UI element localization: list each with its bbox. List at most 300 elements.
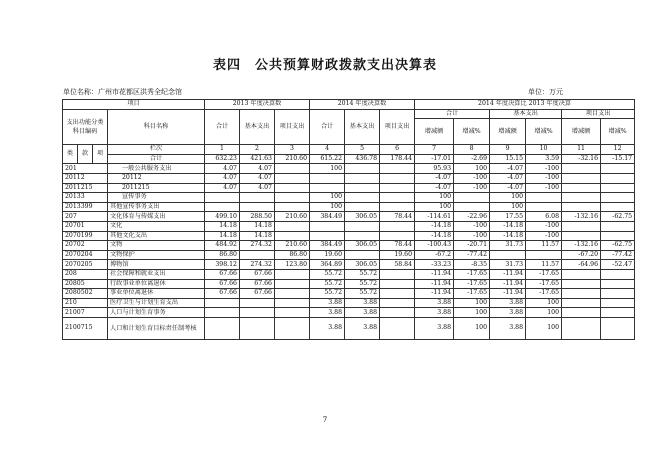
table-row	[63, 260, 635, 270]
table-row	[63, 183, 635, 193]
row-value-cell: -14.18	[490, 221, 526, 231]
row-value-cell: 55.72	[310, 279, 345, 289]
row-value-cell: -100	[454, 183, 490, 193]
row-value-cell: -17.65	[526, 279, 562, 289]
row-value-cell: 95.93	[415, 164, 454, 174]
table-row	[63, 231, 635, 241]
row-value-cell	[310, 231, 345, 241]
header-item: 项目	[63, 100, 205, 110]
row-value-cell: -22.96	[454, 212, 490, 222]
row-value-cell: -4.07	[415, 183, 454, 193]
header-subject-name: 科目名称	[108, 109, 205, 145]
row-value-cell: -100	[454, 231, 490, 241]
row-value-cell	[380, 308, 415, 318]
row-value-cell: 55.72	[310, 269, 345, 279]
row-value-cell: 14.18	[240, 231, 275, 241]
row-value-cell	[562, 183, 601, 193]
col-num: 6	[380, 145, 415, 155]
row-value-cell: 100	[526, 298, 562, 308]
table-row	[63, 317, 635, 339]
row-value-cell: -11.94	[490, 269, 526, 279]
row-value-cell: -77.42	[601, 250, 635, 260]
row-value-cell	[345, 164, 380, 174]
row-value-cell: 86.80	[275, 250, 310, 260]
row-value-cell: 398.12	[205, 260, 240, 270]
row-value-cell: -11.94	[490, 289, 526, 299]
row-code: 20702	[63, 241, 108, 251]
header-2013-project: 项目支出	[275, 109, 310, 145]
row-value-cell: -100.43	[415, 241, 454, 251]
row-value-cell: -4.07	[490, 164, 526, 174]
row-subject-name: 文物	[108, 241, 205, 251]
row-value-cell	[205, 317, 240, 339]
row-value-cell	[240, 317, 275, 339]
row-value-cell	[345, 173, 380, 183]
total-label: 合计	[108, 154, 205, 164]
row-value-cell	[601, 221, 635, 231]
col-num: 11	[562, 145, 601, 155]
row-value-cell: 67.66	[205, 289, 240, 299]
row-value-cell	[562, 279, 601, 289]
row-value-cell	[310, 221, 345, 231]
row-value-cell	[275, 308, 310, 318]
row-value-cell	[380, 298, 415, 308]
row-value-cell: -62.75	[601, 212, 635, 222]
row-value-cell	[345, 221, 380, 231]
row-value-cell: 3.88	[490, 317, 526, 339]
row-value-cell	[345, 250, 380, 260]
col-num: 12	[601, 145, 635, 155]
table-row	[63, 202, 635, 212]
row-subject-name: 一般公共服务支出	[108, 164, 205, 174]
currency-unit: 单位：万元	[528, 88, 563, 96]
row-subject-name: 其他宣传事务支出	[108, 202, 205, 212]
table-row	[63, 308, 635, 318]
row-value-cell: 4.07	[205, 173, 240, 183]
row-value-cell: -4.07	[415, 173, 454, 183]
row-value-cell: 306.05	[345, 260, 380, 270]
row-value-cell	[601, 279, 635, 289]
row-value-cell: 78.44	[380, 212, 415, 222]
row-value-cell	[601, 308, 635, 318]
row-value-cell: 78.44	[380, 241, 415, 251]
row-value-cell: -4.07	[490, 183, 526, 193]
total-cell: 421.63	[240, 154, 275, 164]
row-value-cell: 67.66	[240, 279, 275, 289]
col-num: 2	[240, 145, 275, 155]
row-value-cell	[240, 193, 275, 203]
header-inc-pct: 增减%	[601, 119, 635, 145]
row-value-cell: -100	[526, 183, 562, 193]
row-value-cell	[380, 317, 415, 339]
row-value-cell	[380, 183, 415, 193]
header-inc-amount: 增减额	[490, 119, 526, 145]
row-value-cell: -11.94	[490, 279, 526, 289]
row-value-cell: -11.94	[415, 289, 454, 299]
total-row	[63, 154, 635, 164]
row-value-cell	[562, 221, 601, 231]
row-value-cell: 31.73	[490, 260, 526, 270]
row-value-cell	[345, 202, 380, 212]
row-code: 210	[63, 298, 108, 308]
row-value-cell: 364.89	[310, 260, 345, 270]
row-value-cell: 274.32	[240, 260, 275, 270]
row-value-cell: -100	[526, 221, 562, 231]
row-value-cell	[601, 183, 635, 193]
total-cell: 436.78	[345, 154, 380, 164]
row-code: 2080502	[63, 289, 108, 299]
row-value-cell: 100	[490, 193, 526, 203]
table-row	[63, 212, 635, 222]
row-value-cell: 14.18	[240, 221, 275, 231]
row-value-cell	[601, 289, 635, 299]
row-subject-name: 社会保障和就业支出	[108, 269, 205, 279]
row-value-cell	[275, 193, 310, 203]
row-value-cell: 100	[526, 317, 562, 339]
header-compare: 2014 年度决算比 2013 年度决算	[415, 100, 635, 110]
table-row	[63, 221, 635, 231]
header-inc-amount: 增减额	[415, 119, 454, 145]
row-value-cell: 4.07	[205, 183, 240, 193]
row-value-cell	[275, 269, 310, 279]
row-subject-name: 文物保护	[108, 250, 205, 260]
total-cell: 178.44	[380, 154, 415, 164]
row-value-cell: -17.65	[526, 289, 562, 299]
row-value-cell	[562, 193, 601, 203]
row-value-cell: -17.65	[454, 269, 490, 279]
header-compare-project: 项目支出	[562, 109, 635, 119]
header-row-2	[63, 109, 635, 119]
row-code: 207	[63, 212, 108, 222]
row-value-cell	[562, 317, 601, 339]
row-value-cell	[275, 231, 310, 241]
row-value-cell: 100	[490, 202, 526, 212]
row-value-cell: -132.16	[562, 212, 601, 222]
row-value-cell: -100	[454, 221, 490, 231]
column-number-row	[63, 145, 635, 155]
row-value-cell	[240, 250, 275, 260]
row-value-cell: 4.07	[240, 173, 275, 183]
row-value-cell	[562, 298, 601, 308]
table-row	[63, 164, 635, 174]
header-func-code: 支出功能分类科目编码	[63, 109, 108, 145]
row-subject-name: 人口和计划生育目标责任制考核	[108, 317, 205, 339]
total-cell: -32.16	[562, 154, 601, 164]
header-2014: 2014 年度决算数	[310, 100, 415, 110]
row-value-cell: 499.10	[205, 212, 240, 222]
table-row	[63, 241, 635, 251]
row-value-cell	[380, 164, 415, 174]
col-num: 1	[205, 145, 240, 155]
row-value-cell: -100	[526, 231, 562, 241]
row-subject-name: 20112	[108, 173, 205, 183]
row-value-cell: -14.18	[415, 221, 454, 231]
row-value-cell	[601, 164, 635, 174]
header-compare-basic: 基本支出	[490, 109, 562, 119]
header-2013: 2013 年度决算数	[205, 100, 310, 110]
row-value-cell	[275, 289, 310, 299]
table-row	[63, 298, 635, 308]
row-value-cell: -52.47	[601, 260, 635, 270]
row-code: 2070199	[63, 231, 108, 241]
row-value-cell: 4.07	[240, 164, 275, 174]
total-cell: 15.15	[490, 154, 526, 164]
row-value-cell	[275, 164, 310, 174]
row-value-cell: 3.88	[490, 298, 526, 308]
row-value-cell: -132.16	[562, 241, 601, 251]
row-value-cell: 123.80	[275, 260, 310, 270]
row-value-cell	[205, 193, 240, 203]
row-code: 20112	[63, 173, 108, 183]
row-value-cell	[310, 183, 345, 193]
row-value-cell	[562, 231, 601, 241]
col-num: 5	[345, 145, 380, 155]
row-value-cell: 14.18	[205, 221, 240, 231]
table-row	[63, 279, 635, 289]
unit-name: 单位名称：广州市花都区洪秀全纪念馆	[63, 88, 182, 96]
row-value-cell	[601, 202, 635, 212]
header-inc-amount: 增减额	[562, 119, 601, 145]
row-value-cell: 67.66	[240, 289, 275, 299]
row-value-cell: 67.66	[240, 269, 275, 279]
header-lei: 类	[63, 145, 78, 164]
row-value-cell	[562, 308, 601, 318]
page-number: 7	[322, 416, 328, 424]
total-cell: 632.23	[205, 154, 240, 164]
row-value-cell	[526, 202, 562, 212]
row-value-cell	[275, 279, 310, 289]
row-value-cell: 55.72	[345, 289, 380, 299]
row-value-cell	[275, 183, 310, 193]
row-subject-name: 文化体育与传媒支出	[108, 212, 205, 222]
row-value-cell: -114.61	[415, 212, 454, 222]
col-num: 10	[526, 145, 562, 155]
row-value-cell: 6.08	[526, 212, 562, 222]
row-value-cell	[275, 173, 310, 183]
row-value-cell	[562, 164, 601, 174]
row-value-cell: 100	[415, 202, 454, 212]
row-value-cell: 484.92	[205, 241, 240, 251]
table-row	[63, 289, 635, 299]
table-row	[63, 193, 635, 203]
row-value-cell: 100	[454, 164, 490, 174]
row-value-cell	[562, 173, 601, 183]
page-title: 表四 公共预算财政拨款支出决算表	[212, 58, 437, 73]
table-row	[63, 250, 635, 260]
row-value-cell	[601, 231, 635, 241]
row-value-cell: 306.05	[345, 212, 380, 222]
row-value-cell	[562, 269, 601, 279]
row-value-cell: -11.94	[415, 269, 454, 279]
total-cell: 615.22	[310, 154, 345, 164]
total-cell: -17.01	[415, 154, 454, 164]
row-value-cell	[275, 202, 310, 212]
row-subject-name: 人口与计划生育事务	[108, 308, 205, 318]
row-value-cell: -33.23	[415, 260, 454, 270]
row-value-cell: 384.49	[310, 241, 345, 251]
header-xiang: 项	[93, 145, 108, 164]
row-subject-name: 行政事业单位离退休	[108, 279, 205, 289]
row-value-cell: 58.84	[380, 260, 415, 270]
row-code: 2100715	[63, 317, 108, 339]
row-value-cell: -11.94	[415, 279, 454, 289]
col-num: 7	[415, 145, 454, 155]
row-value-cell: 67.66	[205, 269, 240, 279]
row-value-cell: 4.07	[205, 164, 240, 174]
row-code: 2011215	[63, 183, 108, 193]
row-value-cell: 100	[415, 193, 454, 203]
col-num: 8	[454, 145, 490, 155]
row-subject-name: 博物馆	[108, 260, 205, 270]
row-value-cell: 3.88	[415, 308, 454, 318]
row-value-cell: 55.72	[345, 269, 380, 279]
row-subject-name: 事业单位离退休	[108, 289, 205, 299]
row-value-cell: 210.60	[275, 241, 310, 251]
row-value-cell: 384.49	[310, 212, 345, 222]
row-value-cell	[380, 202, 415, 212]
row-code: 2070205	[63, 260, 108, 270]
row-value-cell: -100	[526, 173, 562, 183]
row-value-cell: 11.57	[526, 260, 562, 270]
col-num: 9	[490, 145, 526, 155]
row-value-cell	[345, 193, 380, 203]
row-subject-name: 其他文化支出	[108, 231, 205, 241]
row-value-cell: 67.66	[205, 279, 240, 289]
expenditure-table	[62, 99, 635, 340]
row-value-cell: 3.88	[415, 317, 454, 339]
total-cell: -15.17	[601, 154, 635, 164]
row-value-cell	[526, 193, 562, 203]
total-cell: 210.60	[275, 154, 310, 164]
row-value-cell	[380, 289, 415, 299]
row-value-cell	[205, 202, 240, 212]
table-row	[63, 269, 635, 279]
row-value-cell: 3.88	[310, 298, 345, 308]
row-subject-name: 2011215	[108, 183, 205, 193]
row-value-cell: -20.71	[454, 241, 490, 251]
row-value-cell	[380, 173, 415, 183]
row-value-cell: 100	[454, 317, 490, 339]
table-row	[63, 173, 635, 183]
row-value-cell: -100	[454, 173, 490, 183]
row-value-cell: 86.80	[205, 250, 240, 260]
row-value-cell: 3.88	[310, 308, 345, 318]
row-value-cell	[310, 173, 345, 183]
row-value-cell	[380, 231, 415, 241]
row-code: 201	[63, 164, 108, 174]
row-value-cell	[454, 193, 490, 203]
row-value-cell: -17.65	[454, 279, 490, 289]
row-code: 20805	[63, 279, 108, 289]
row-value-cell: -100	[526, 164, 562, 174]
row-value-cell: -17.65	[526, 269, 562, 279]
col-num: 4	[310, 145, 345, 155]
row-value-cell	[454, 202, 490, 212]
row-value-cell	[205, 308, 240, 318]
row-subject-name: 文化	[108, 221, 205, 231]
row-value-cell: 3.88	[490, 308, 526, 318]
row-value-cell	[240, 298, 275, 308]
header-lanci: 栏次	[108, 145, 205, 155]
row-value-cell	[240, 308, 275, 318]
header-kuan: 款	[78, 145, 93, 164]
row-value-cell: -14.18	[415, 231, 454, 241]
row-value-cell	[562, 289, 601, 299]
header-row-1	[63, 100, 635, 110]
row-value-cell: -64.96	[562, 260, 601, 270]
row-value-cell: 3.88	[345, 298, 380, 308]
row-code: 20701	[63, 221, 108, 231]
row-value-cell	[380, 221, 415, 231]
header-2013-basic: 基本支出	[240, 109, 275, 145]
row-value-cell: 55.72	[345, 279, 380, 289]
row-value-cell: -8.35	[454, 260, 490, 270]
row-code: 208	[63, 269, 108, 279]
row-value-cell	[275, 298, 310, 308]
row-value-cell	[380, 279, 415, 289]
row-value-cell	[601, 173, 635, 183]
row-value-cell: 100	[526, 308, 562, 318]
row-value-cell	[345, 231, 380, 241]
row-subject-name: 宣传事务	[108, 193, 205, 203]
row-value-cell: 3.88	[345, 308, 380, 318]
row-subject-name: 医疗卫生与计划生育支出	[108, 298, 205, 308]
row-value-cell: -62.75	[601, 241, 635, 251]
row-code: 21007	[63, 308, 108, 318]
row-value-cell: -14.18	[490, 231, 526, 241]
row-value-cell: 31.73	[490, 241, 526, 251]
row-code: 2070204	[63, 250, 108, 260]
row-value-cell: 4.07	[240, 183, 275, 193]
row-value-cell	[345, 183, 380, 193]
row-value-cell	[380, 193, 415, 203]
header-2014-total: 合计	[310, 109, 345, 145]
row-value-cell: 19.60	[310, 250, 345, 260]
row-value-cell: 274.32	[240, 241, 275, 251]
row-value-cell: -77.42	[454, 250, 490, 260]
row-value-cell	[240, 202, 275, 212]
row-value-cell	[601, 269, 635, 279]
row-value-cell	[275, 221, 310, 231]
header-2014-project: 项目支出	[380, 109, 415, 145]
row-value-cell: -4.07	[490, 173, 526, 183]
total-cell: -2.69	[454, 154, 490, 164]
header-inc-pct: 增减%	[454, 119, 490, 145]
row-value-cell: -17.65	[454, 289, 490, 299]
row-value-cell: 210.60	[275, 212, 310, 222]
row-code: 2013399	[63, 202, 108, 212]
row-value-cell: 55.72	[310, 289, 345, 299]
row-value-cell: 288.50	[240, 212, 275, 222]
col-num: 3	[275, 145, 310, 155]
header-2013-total: 合计	[205, 109, 240, 145]
row-value-cell: -67.2	[415, 250, 454, 260]
header-inc-pct: 增减%	[526, 119, 562, 145]
row-value-cell	[275, 317, 310, 339]
row-value-cell: 19.60	[380, 250, 415, 260]
header-2014-basic: 基本支出	[345, 109, 380, 145]
row-value-cell: 14.18	[205, 231, 240, 241]
row-value-cell: 100	[310, 193, 345, 203]
row-value-cell: 306.05	[345, 241, 380, 251]
row-value-cell: 100	[454, 298, 490, 308]
row-code: 20133	[63, 193, 108, 203]
row-value-cell	[490, 250, 526, 260]
row-value-cell	[601, 193, 635, 203]
row-value-cell: 100	[454, 308, 490, 318]
row-value-cell	[601, 317, 635, 339]
row-value-cell	[601, 298, 635, 308]
